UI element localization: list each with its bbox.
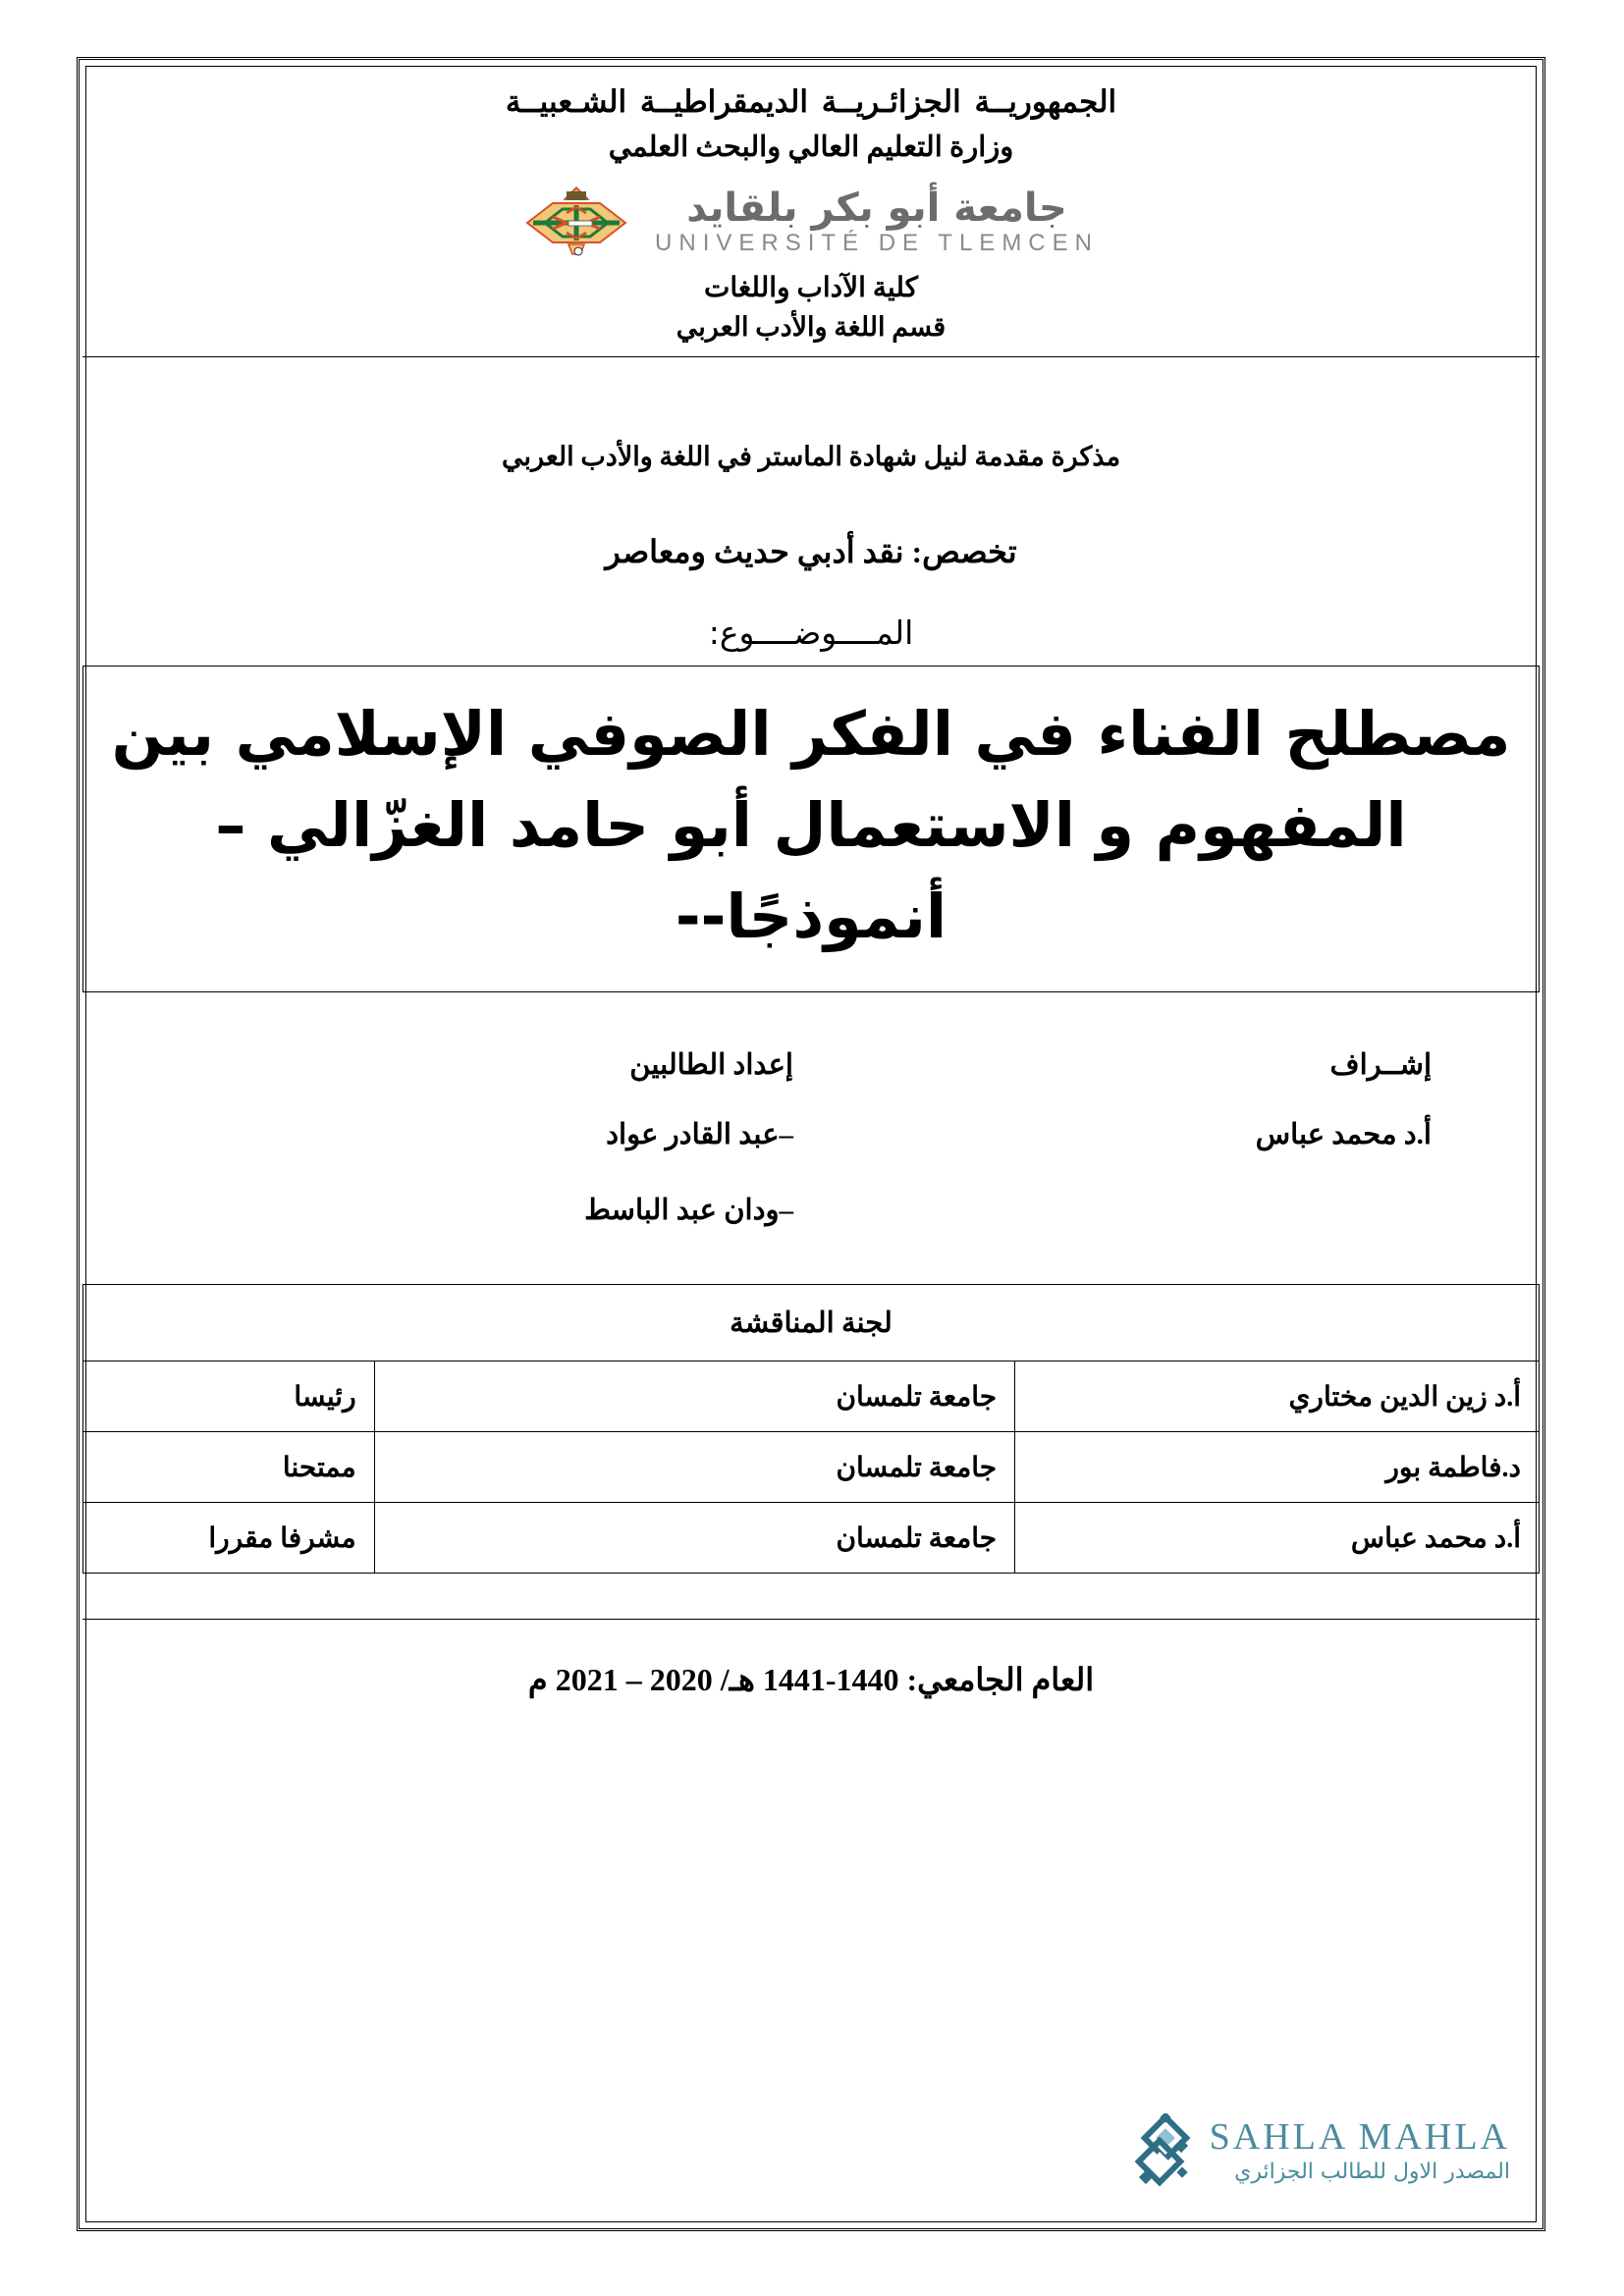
- student-name-1: –عبد القادر عواد: [606, 1119, 793, 1151]
- academic-year: العام الجامعي: 1440-1441 هـ/ 2020 – 2021 م: [527, 1662, 1095, 1698]
- student-name-2: –ودان عبد الباسط: [584, 1195, 793, 1227]
- thesis-statement-block: [82, 357, 1540, 652]
- university-wordmark: [655, 188, 1099, 255]
- jury-member-role: رئيسا: [83, 1362, 375, 1432]
- university-logo-strip: [82, 183, 1540, 261]
- table-row: [83, 1362, 1540, 1432]
- watermark-texts: [1210, 2118, 1510, 2183]
- supervisor-heading: إشــراف: [1329, 1049, 1432, 1082]
- supervisor-column: [811, 1047, 1540, 1227]
- students-column: [82, 1047, 811, 1227]
- university-name-arabic: جامعة أبو بكر بلقايد: [686, 186, 1067, 232]
- specialty-line: تخصص: نقد أدبي حديث ومعاصر: [605, 534, 1017, 570]
- jury-member-role: مشرفا مقررا: [83, 1503, 375, 1574]
- watermark-brand-name: SAHLA MAHLA: [1209, 2116, 1510, 2158]
- jury-table: [82, 1284, 1540, 1574]
- footer-separator: [82, 1619, 1540, 1620]
- jury-table-title: لجنة المناقشة: [83, 1285, 1540, 1362]
- students-heading: إعداد الطالبين: [629, 1049, 793, 1082]
- document-header: [82, 63, 1540, 357]
- jury-table-wrapper: [82, 1284, 1540, 1574]
- subject-label: المــــوضــــوع:: [708, 614, 914, 653]
- university-name-french: UNIVERSITÉ DE TLEMCEN: [655, 230, 1099, 257]
- jury-member-name: أ.د زين الدين مختاري: [1015, 1362, 1540, 1432]
- thesis-title-box: [82, 666, 1540, 992]
- jury-member-name: د.فاطمة بور: [1015, 1432, 1540, 1503]
- cover-page-content: [82, 63, 1540, 2225]
- table-row: [83, 1432, 1540, 1503]
- table-row: [83, 1503, 1540, 1574]
- jury-member-university: جامعة تلمسان: [374, 1503, 1015, 1574]
- degree-statement: مذكرة مقدمة لنيل شهادة الماستر في اللغة والأدب العربي: [501, 442, 1121, 472]
- thesis-title: مصطلح الفناء في الفكر الصوفي الإسلامي بين المفهوم و الاستعمال أبو حامد الغزّالي –أنموذجًا--: [111, 698, 1511, 953]
- ministry-line: وزارة التعليم العالي والبحث العلمي: [608, 131, 1014, 163]
- sahla-mahla-diamond-icon: [1135, 2113, 1196, 2188]
- table-header-row: [83, 1285, 1540, 1362]
- faculty-line: كلية الآداب واللغات: [704, 273, 918, 304]
- jury-member-role: ممتحنا: [83, 1432, 375, 1503]
- republic-line: الجمهوريــة الجزائـريــة الديمقراطيــة الشـعبيــة: [505, 84, 1117, 119]
- watermark-subtitle: المصدر الاول للطالب الجزائري: [1234, 2159, 1510, 2184]
- authors-and-supervisor: [82, 1047, 1540, 1227]
- jury-member-university: جامعة تلمسان: [374, 1362, 1015, 1432]
- department-line: قسم اللغة والأدب العربي: [676, 312, 947, 343]
- sahla-mahla-watermark: [1135, 2113, 1510, 2188]
- jury-member-university: جامعة تلمسان: [374, 1432, 1015, 1503]
- jury-member-name: أ.د محمد عباس: [1015, 1503, 1540, 1574]
- supervisor-name: أ.د محمد عباس: [1255, 1119, 1432, 1151]
- university-emblem-icon: [523, 184, 629, 260]
